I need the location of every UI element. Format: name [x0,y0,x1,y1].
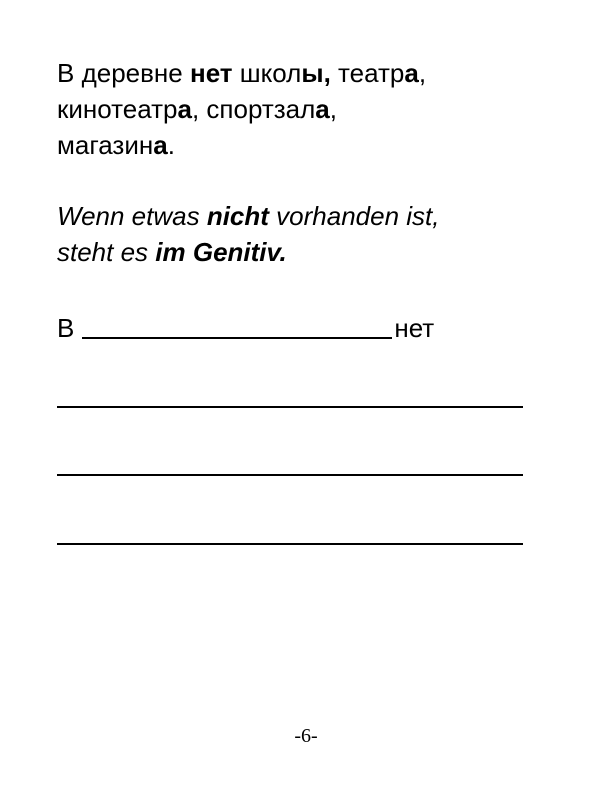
page-number: -6- [294,725,318,747]
rule-line-2 [57,234,557,270]
text-segment: кинотеатр [57,94,178,124]
emphasis-ending: а [315,94,330,124]
example-line-2 [57,91,557,127]
example-sentence [57,55,557,163]
text-segment: Wenn etwas [57,201,207,231]
emphasis-keyword: im Genitiv. [155,237,287,267]
rule-line-1 [57,198,557,234]
text-segment: В деревне [57,58,190,88]
example-line-1 [57,55,557,91]
exercise-prompt [57,307,434,346]
text-segment: , спортзал [191,94,316,124]
answer-line-2[interactable] [57,474,523,476]
text-segment: , [418,58,427,88]
emphasis-ending: а [404,58,419,88]
text-segment: . [167,130,175,160]
text-segment: магазин [57,130,154,160]
answer-line-3[interactable] [57,543,523,545]
grammar-rule [57,198,557,270]
text-segment: школ [232,58,302,88]
text-segment: театр [330,58,405,88]
emphasis-ending: а [177,94,192,124]
emphasis-ending: а [153,130,168,160]
emphasis-keyword: nicht [206,201,269,231]
fill-in-blank[interactable] [82,309,392,339]
exercise-suffix: нет [394,313,435,343]
emphasis-ending: ы, [301,58,331,88]
emphasis-negation: нет [189,58,233,88]
answer-line-1[interactable] [57,406,523,408]
exercise-prefix: В [57,313,75,343]
text-segment: vorhanden ist, [268,201,440,231]
text-segment: , [329,94,337,124]
example-line-3 [57,127,557,163]
text-segment: steht es [57,237,156,267]
